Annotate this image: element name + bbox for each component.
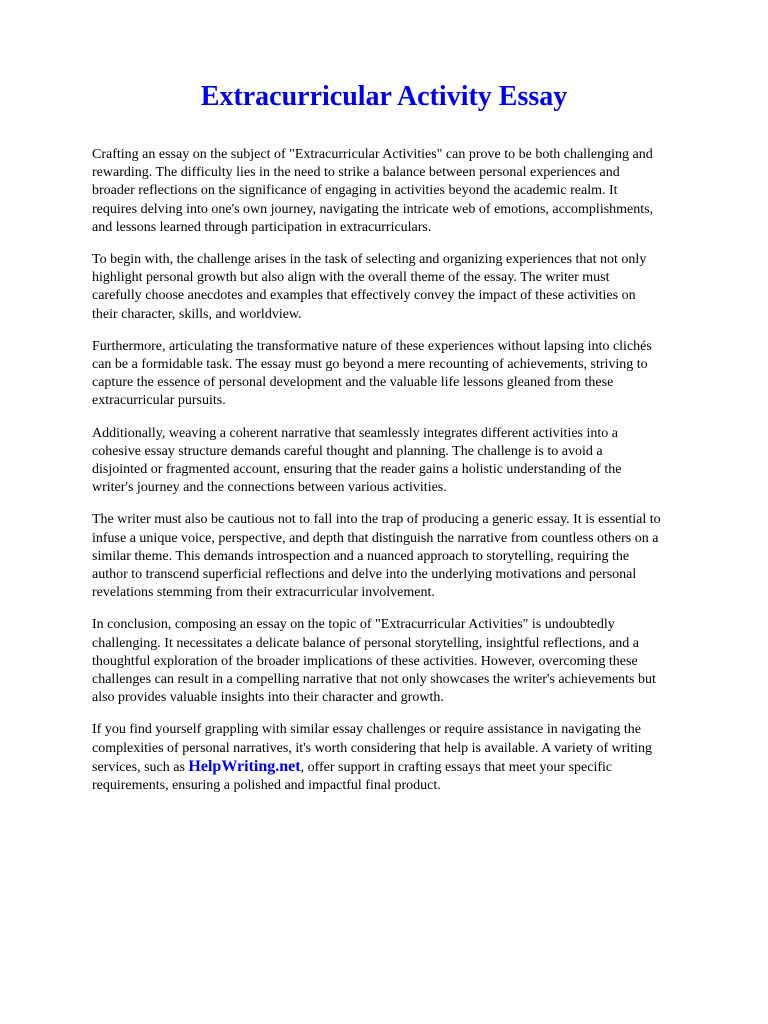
paragraph-1 [92,146,732,237]
text-line: revelations stemming from their extracurricular involvement. [92,585,435,601]
paragraph-4 [92,425,732,498]
text-line: disjointed or fragmented account, ensuring that the reader gains a holistic understanding of the [92,462,622,478]
text-line: rewarding. The difficulty lies in the need to strike a balance between personal experiences and [92,165,620,181]
text-line: challenges can result in a compelling narrative that not only showcases the writer's achievements but [92,672,656,688]
text-line: also provides valuable insights into their character and growth. [92,690,444,706]
text-line: requirements, ensuring a polished and impactful final product. [92,778,441,794]
text-fragment: services, such as [92,759,189,775]
document-title: Extracurricular Activity Essay [200,81,568,112]
text-line: Crafting an essay on the subject of "Extracurricular Activities" can prove to be both challenging and [92,147,653,162]
text-line: and lessons learned through participation in extracurriculars. [92,219,432,235]
text-line: Additionally, weaving a coherent narrative that seamlessly integrates different activities into a [92,425,618,441]
helpwriting-link[interactable]: HelpWriting.net [188,757,301,775]
text-line-with-link [92,758,732,777]
text-line: their character, skills, and worldview. [92,306,302,322]
text-line: In conclusion, composing an essay on the topic of "Extracurricular Activities" is undoubtedly [92,617,615,633]
text-line: capture the essence of personal development and the valuable life lessons gleaned from these [92,375,614,391]
text-line: requires delving into one's own journey, navigating the intricate web of emotions, accomplishments, [92,201,654,217]
text-line: challenging. It necessitates a delicate balance of personal storytelling, insightful reflections, and a [92,635,639,651]
text-line: To begin with, the challenge arises in the task of selecting and organizing experiences that not only [92,252,647,268]
paragraph-5 [92,511,732,602]
essay-body [92,146,732,809]
paragraph-2 [92,251,732,324]
text-line: similar theme. This demands introspection and a nuanced approach to storytelling, requiring the [92,548,630,564]
text-line: can be a formidable task. The essay must go beyond a mere recounting of achievements, striving to [92,357,648,373]
text-line: infuse a unique voice, perspective, and depth that distinguish the narrative from countless others on a [92,530,659,546]
text-line: cohesive essay structure demands careful thought and planning. The challenge is to avoid a [92,443,603,459]
text-line: The writer must also be cautious not to fall into the trap of producing a generic essay. It is essential to [92,512,661,528]
text-line: writer's journey and the connections between various activities. [92,480,447,496]
paragraph-7 [92,721,732,795]
text-line: broader reflections on the significance of engaging in activities beyond the academic realm. It [92,183,618,199]
text-line: author to transcend superficial reflections and delve into the underlying motivations and personal [92,567,637,583]
paragraph-3 [92,338,732,411]
text-line: highlight personal growth but also align with the overall theme of the essay. The writer must [92,270,610,286]
text-line: If you find yourself grappling with similar essay challenges or require assistance in navigating the [92,722,641,738]
text-line: extracurricular pursuits. [92,393,226,409]
text-fragment: , offer support in crafting essays that meet your specific [300,759,613,775]
text-line: thoughtful exploration of the broader implications of these activities. However, overcoming these [92,653,638,669]
text-line: Furthermore, articulating the transformative nature of these experiences without lapsing into clichés [92,338,652,354]
text-line: carefully choose anecdotes and examples that effectively convey the impact of these activities on [92,288,636,304]
paragraph-6 [92,616,732,707]
text-line: complexities of personal narratives, it's worth considering that help is available. A variety of writing [92,740,653,756]
